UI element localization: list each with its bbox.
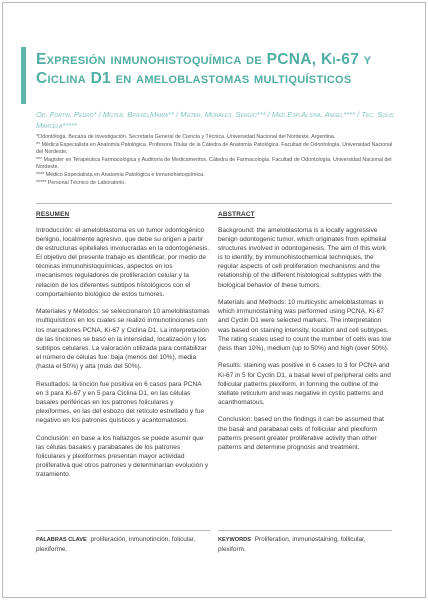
resumen-paragraph: Materiales y Métodos: se seleccionaron 10 ameloblastomas multiquísticos en los cuales se realizó inmunotinciones con los marcadores PCNA, Ki-67 y Ciclina D1. La interpretación de las tinciones se basó en la intensidad, localización y los subtipos celulares. La valoración utilizada para contabilizar el número de células fue: baja (menos del 10%), media (hasta el 50%) y alta (más del 50%). [36,308,210,370]
abstract-paragraph: Background: the ameloblastoma is a locally aggressive benign odontogenic tumor, which originates from epithelial structures involved in odontogenesis. The aim of this work is to identify, by immunohistochemical techniques, the regular aspects of cell proliferation mechanisms and the relationship of the different histological subtypes with the biological behavior of these tumors. [218,227,387,289]
resumen-paragraph: Conclusión: en base a los hallazgos se puede asumir que las células basales y parabasales de los patrones foliculares y plexiformes presentan mayor actividad proliferativa que otros patrones y determinarían evolución y tratamiento. [36,434,209,479]
affiliation-line: ***** Personal Técnico de Laboratorio. [36,179,126,186]
abstract-heading: ABSTRACT [218,211,255,218]
affiliations [36,134,398,187]
affiliation-line: *** Magister en Terapéutica Farmacológica y Auditoría de Medicamentos. Cátedra de Farmacología. Facultad de Odontología. Universidad Nacional del Nordeste. [36,156,392,171]
keywords [218,535,392,554]
palabras-clave [36,535,210,554]
section-divider [36,203,392,204]
article-title: Expresión inmunohistoquímica de PCNA, Ki-67 y Ciclina D1 en ameloblastomas multiquísticos [36,51,372,87]
keywords-text: Proliferation, immunostaining, follicular, plexiform. [218,536,366,554]
resumen-paragraph: Introducción: el ameloblastoma es un tumor odontogénico benigno, localmente agresivo, que debe su origen a partir de estructuras epiteliales involucradas en la odontogénesis. El objetivo del presente trabajo es identificar, por medio de técnicas inmunohistoquímicas, aspectos en los mecanismos reguladores de proliferación celular y la relación de los diferentes subtipos histológicos con el comportamiento biológico de estos tumores. [36,227,210,298]
author-list: Od. Fortin, Pedro* / Mgter. Briend,Maria** / Mgter. Morales, Sergio*** / Med.Esp.Alsina, Angel**** / Tec. Solis Marcela***** [36,110,394,130]
keywords-divider [218,530,392,531]
resumen-paragraph: Resultados: la tinción fue positiva en 6 casos para PCNA en 3 para Ki-67 y en 5 para Ciclina D1, en las células basales periféricas en los patrones foliculares y plexiformes, en las del esbozo del retículo estrellado y fue negativo en los patrones quísticos y acantomatosos. [36,380,205,424]
abstract-paragraph: Materials and Methods: 10 multicystic ameloblastomas in which immunostaining was performed using PCNA, Ki-67 and Cyclin D1 were selected markers. The interpretation was based on staining intensity, location and cell subtypes. The rating scales used to count the number of cells was low (less than 10%), medium (up to 50%) and high (over 50%). [218,299,392,352]
palabras-clave-text: proliferación, inmunotinción, folicular, plexiforme. [36,536,196,554]
keywords-divider [36,530,210,531]
title-accent-bar [21,47,26,104]
palabras-clave-label: PALABRAS CLAVE [36,537,87,543]
affiliation-line: **** Médico Especialista en Anatomía Patológica e Inmunohistoquímica. [36,171,205,178]
abstract-column [218,211,392,460]
abstract-paragraph: Conclusion: based on the findings it can be assumed that the basal and parabasal cells of follicular and plexiform patterns present greater proliferative activity than other patterns and determine prognosis and treatment. [218,416,384,451]
abstract-paragraph: Results: staining was positive in 6 cases to 3 for PCNA and Ki-67 in 5 for Cyclin D1, a basal level of peripheral cells and follicular patterns plexiform, in forming the outline of the stellate reticulum and was negative in cystic patterns and acanthomatous. [218,362,391,406]
resumen-heading: RESUMEN [36,211,70,218]
affiliation-line: ** Médica Especialista en Anatomía Patológica. Profesora Titular de la Cátedra de Anatomía Patológica. Facultad de Odontología. Universidad Nacional del Nordeste. [36,141,393,156]
keywords-label: KEYWORDS [218,537,251,543]
resumen-column [36,211,210,488]
affiliation-line: *Odontóloga. Becaria de investigación. Secretaría General de Ciencia y Técnica. Universidad Nacional del Nordeste. Argentina. [36,134,336,140]
